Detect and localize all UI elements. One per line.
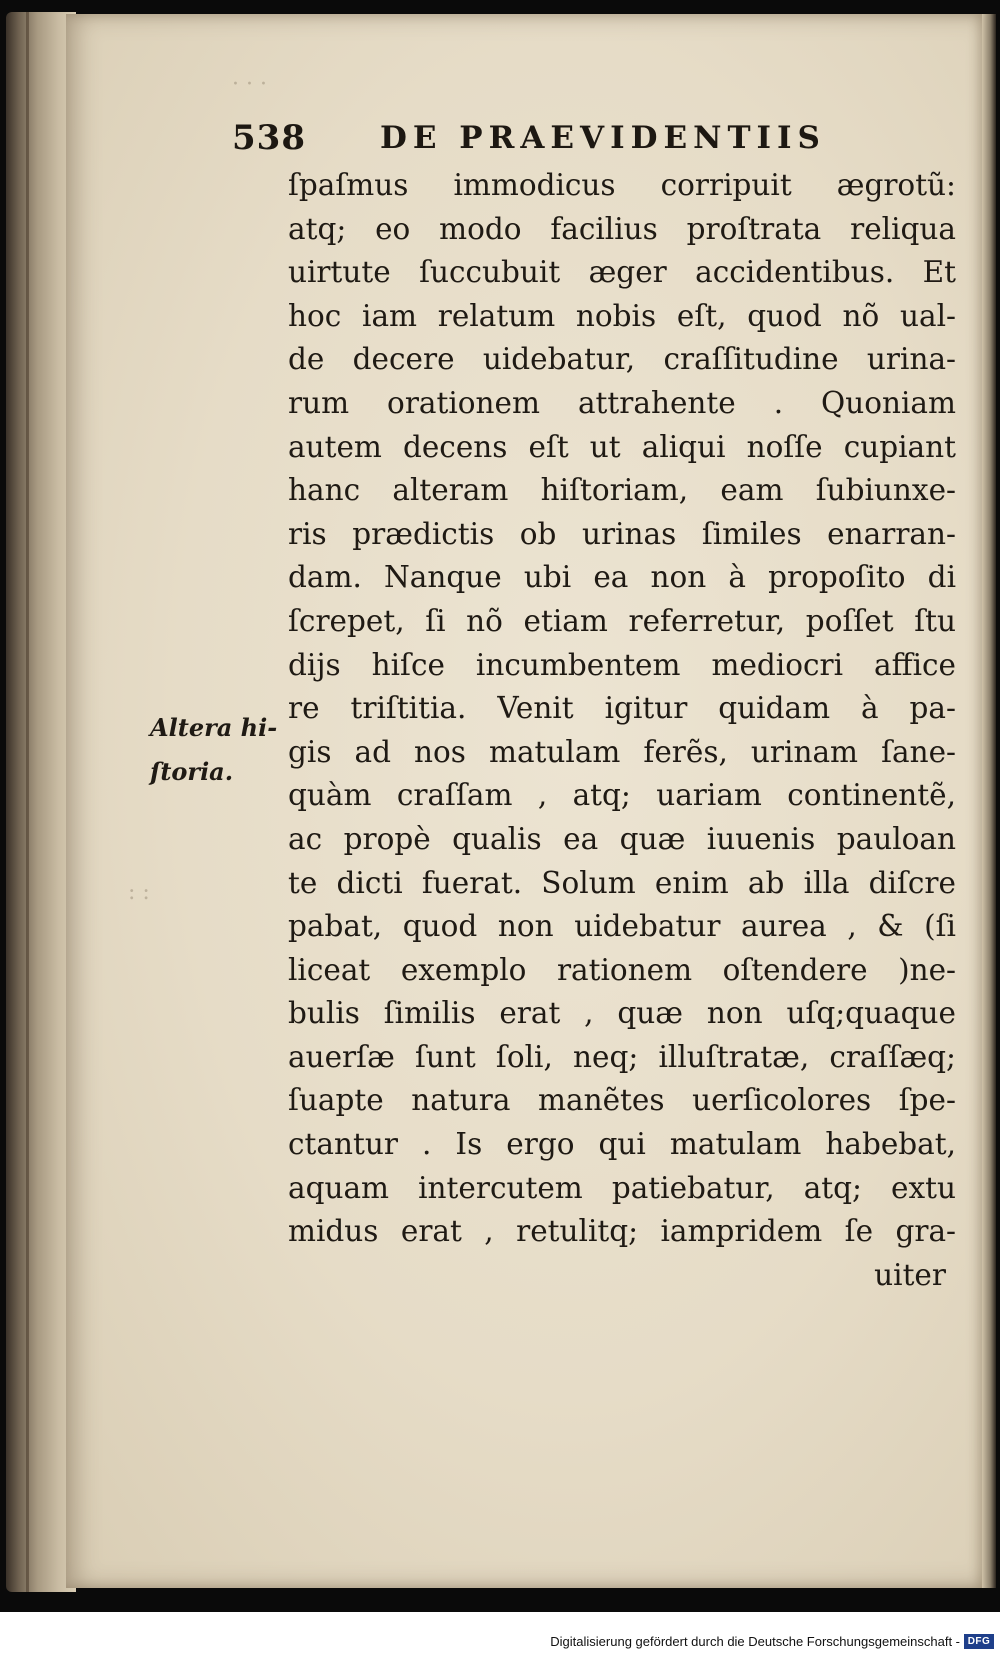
text-line: aquam intercutem patiebatur, atq; extu [288,1170,956,1205]
text-line: rum orationem attrahente . Quoniam [288,385,956,420]
text-line: ſcrepet, ſi nõ etiam referretur, poſſet ſtu [288,603,956,638]
text-line: pabat, quod non uidebatur aurea , & (ſi [288,909,956,944]
marginal-note [150,706,290,793]
text-line: hoc iam relatum nobis eſt, quod nõ ual- [288,298,956,333]
text-line: ac propè qualis ea quæ iuuenis pauloan [288,821,956,856]
funding-credit: Digitalisierung gefördert durch die Deutsche Forschungsgemeinschaft - [550,1634,960,1649]
text-line: dijs hiſce incumbentem mediocri affice [288,647,956,682]
body-text [288,164,956,1297]
text-line: ris prædictis ob urinas ſimiles enarran- [288,516,956,551]
text-line: ſuapte natura manẽtes uerſicolores ſpe- [288,1083,956,1118]
show-through-mark: : : [128,880,150,905]
text-line: atq; eo modo facilius proſtrata reliqua [288,211,956,246]
text-line: de decere uidebatur, craſſitudine urina- [288,342,956,377]
page-edge [982,14,996,1588]
running-head [220,112,910,164]
show-through-mark: · · · [232,72,267,97]
page-number: 538 [232,118,306,158]
dfg-logo: DFG [964,1634,994,1649]
text-line: uirtute ſuccubuit æger accidentibus. Et [288,255,956,290]
footer-strip [0,1612,1000,1656]
text-line: quàm craſſam , atq; uariam continentẽ, [288,778,956,813]
text-line: liceat exemplo rationem oſtendere )ne- [288,952,956,987]
catchword: uiter [874,1257,946,1292]
text-line: te dicti fuerat. Solum enim ab illa diſcre [288,865,956,900]
text-line: ctantur . Is ergo qui matulam habebat, [288,1127,956,1162]
text-line: hanc alteram hiſtoriam, eam ſubiunxe- [288,473,956,508]
marginal-note-line: ſtoria. [150,756,234,786]
running-title: DE PRAEVIDENTIIS [380,120,826,156]
text-line: re triſtitia. Venit igitur quidam à pa- [288,691,956,726]
text-line: auerſæ ſunt ſoli, neq; illuſtratæ, craſſæq; [288,1039,956,1074]
marginal-note-line: Altera hi- [150,713,278,742]
text-line: autem decens eſt ut aliqui noſſe cupiant [288,429,956,464]
text-line: gis ad nos matulam ferẽs, urinam ſane- [288,734,956,769]
text-line: dam. Nanque ubi ea non à propoſito di [288,560,956,595]
text-line: midus erat , retulitq; iampridem ſe gra- [288,1214,956,1249]
text-line: bulis ſimilis erat , quæ non uſq;quaque [288,996,956,1031]
text-line: ſpaſmus immodicus corripuit ægrotũ: [288,168,956,202]
